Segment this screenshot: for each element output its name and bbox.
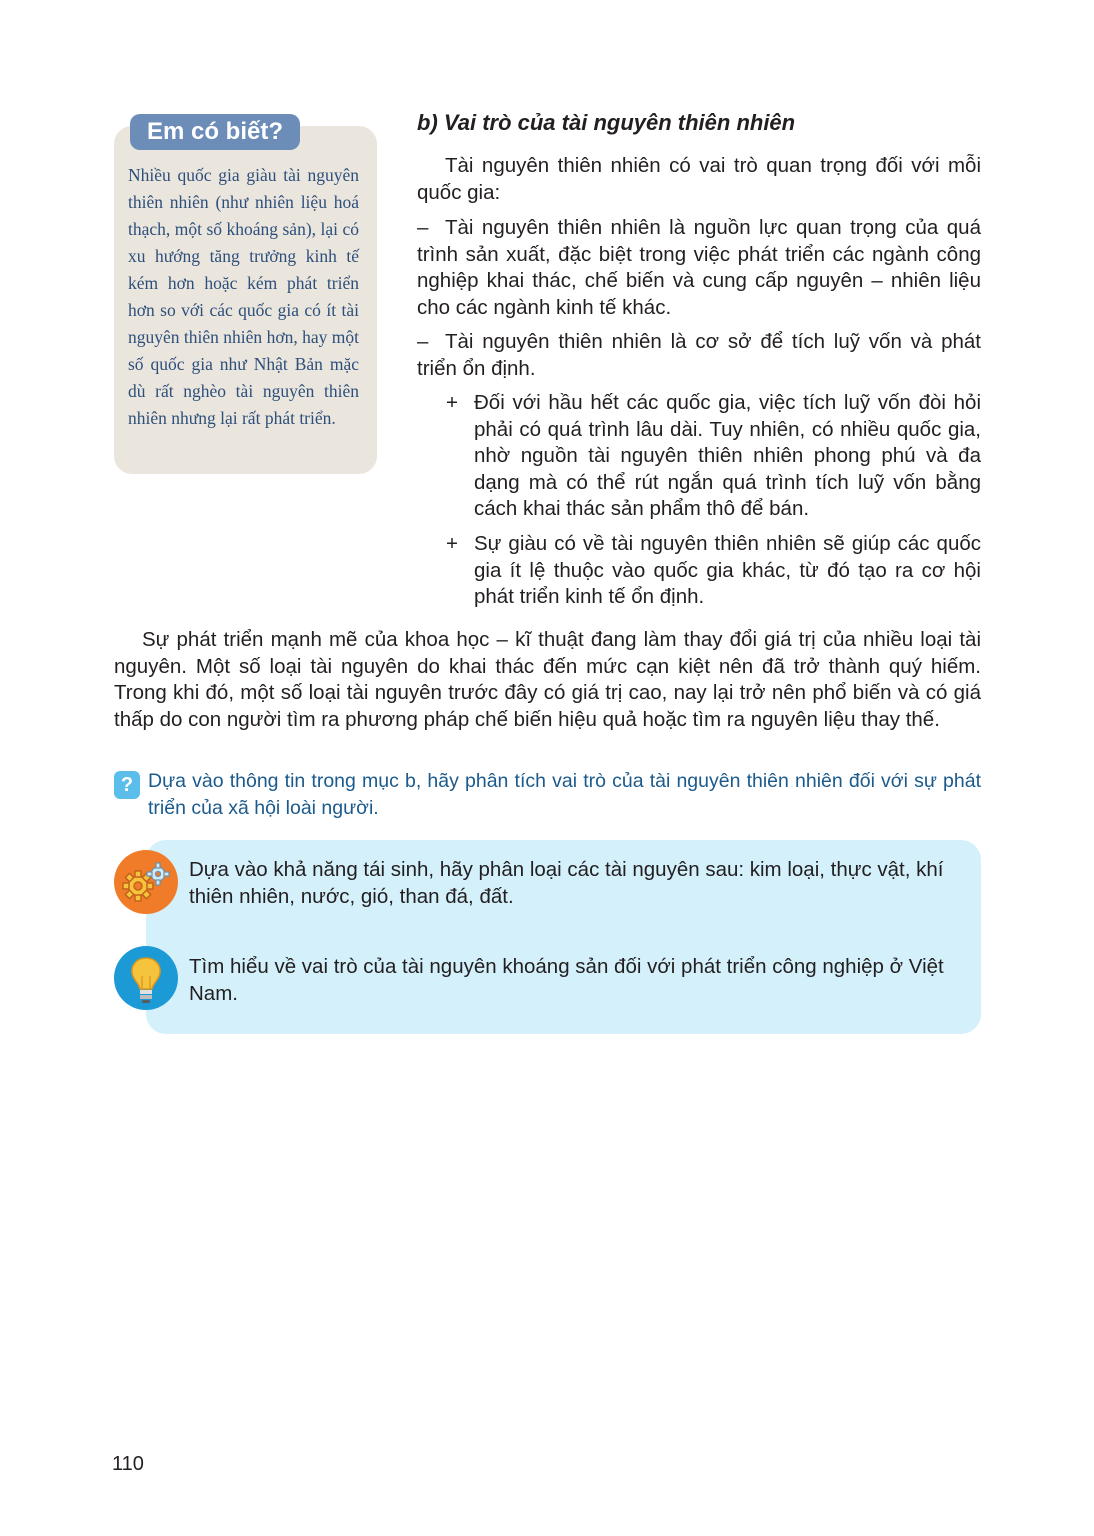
- section-heading: b) Vai trò của tài nguyên thiên nhiên: [417, 110, 796, 135]
- gears-icon: [114, 850, 178, 914]
- dash-item: Tài nguyên thiên nhiên là nguồn lực quan trọng của quá trình sản xuất, đặc biệt trong việc phát triển các ngành công nghiệp khai thác, chế biến và cung cấp nguyên – nhiên liệu cho các ngành kinh tế khác.: [417, 216, 981, 319]
- section-intro: Tài nguyên thiên nhiên có vai trò quan trọng đối với mỗi quốc gia:: [417, 154, 981, 204]
- dash-bullet: –: [417, 330, 429, 353]
- section-paragraph: Sự phát triển mạnh mẽ của khoa học – kĩ thuật đang làm thay đổi giá trị của nhiều loại tài nguyên. Một số loại tài nguyên do khai thác đến mức cạn kiệt nên đã trở thành quý hiếm. Trong khi đó, một số loại tài nguyên trước đây có giá trị cao, nay lại trở nên phổ biến và có giá thấp do con người tìm ra phương pháp chế biến hiệu quả hoặc tìm ra nguyên liệu thay thế.: [114, 628, 981, 731]
- did-you-know-text: Nhiều quốc gia giàu tài nguyên thiên nhiên (như nhiên liệu hoá thạch, một số khoáng sản), lại có xu hướng tăng trưởng kinh tế kém hơn hoặc kém phát triển hơn so với các quốc gia có ít tài nguyên thiên nhiên hơn, hay một số quốc gia như Nhật Bản mặc dù rất nghèo tài nguyên thiên nhiên nhưng lại rất phát triển.: [128, 165, 359, 428]
- lightbulb-icon: [114, 946, 178, 1010]
- plus-item: Sự giàu có về tài nguyên thiên nhiên sẽ giúp các quốc gia ít lệ thuộc vào quốc gia khác, từ đó tạo ra cơ hội phát triển kinh tế ổn định.: [474, 532, 981, 608]
- plus-bullet: +: [446, 532, 458, 555]
- question-text: Dựa vào thông tin trong mục b, hãy phân tích vai trò của tài nguyên thiên nhiên đối với sự phát triển của xã hội loài người.: [148, 770, 981, 819]
- question-icon: ?: [114, 771, 140, 799]
- plus-bullet: +: [446, 391, 458, 414]
- dash-bullet: –: [417, 216, 429, 239]
- dash-item: Tài nguyên thiên nhiên là cơ sở để tích luỹ vốn và phát triển ổn định.: [417, 330, 981, 380]
- did-you-know-title: Em có biết?: [130, 114, 300, 150]
- page-number: 110: [112, 1453, 144, 1475]
- activity-text: Dựa vào khả năng tái sinh, hãy phân loại các tài nguyên sau: kim loại, thực vật, khí thiên nhiên, nước, gió, than đá, đất.: [189, 858, 944, 908]
- activity-text: Tìm hiểu về vai trò của tài nguyên khoáng sản đối với phát triển công nghiệp ở Việt Nam.: [189, 955, 944, 1005]
- plus-item: Đối với hầu hết các quốc gia, việc tích luỹ vốn đòi hỏi phải có quá trình lâu dài. Tuy nhiên, có nhiều quốc gia, nhờ nguồn tài nguyên thiên nhiên phong phú và đa dạng mà có thể rút ngắn quá trình tích luỹ vốn bằng cách khai thác sản phẩm thô để bán.: [474, 391, 981, 520]
